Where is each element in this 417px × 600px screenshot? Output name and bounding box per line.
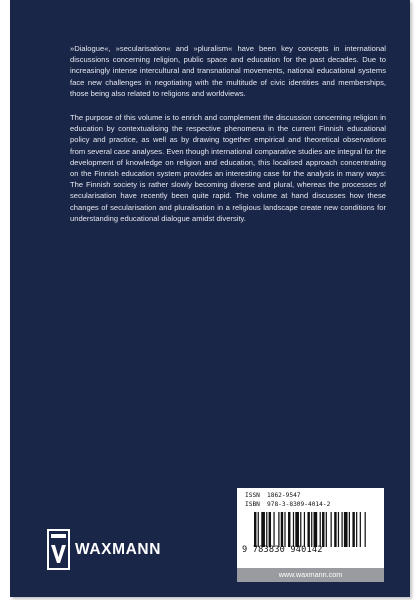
blurb-paragraph-1: »Dialogue«, »secularisation« and »pluralism« have been key concepts in international discussions concerning religion, public space and education for the past decades. Due to increasingly intense intercultural and transnational movements, national educational systems face new challenges in negotiating with the multitude of civic identities and memberships, those being also related to religions and worldviews. [70,44,386,98]
isbn-label: ISBN [245,501,260,508]
barcode-bar [320,512,321,547]
barcode-bar [284,512,285,547]
barcode-bar [360,512,361,547]
barcode-bar [273,512,274,547]
barcode-bar [304,512,305,547]
barcode-bar [311,512,312,547]
barcode-bar [269,512,271,547]
blurb-paragraph-2: The purpose of this volume is to enrich and complement the discussion concerning religion in education by contextualising the respective phenomena in the current Finnish educational policy and practice, as well as by drawing together empirical and theoretical observations from several case analyses. Even though international comparative studies are integral for the development of knowledge on religion and education, this localised approach concentrating on the Finnish education system provides an interesting case for the analysis in many ways: The Finnish society is rather slowly becoming diverse and plural, whereas the processes of secularisation have recently been quite rapid. The volume at hand discusses how these changes of secularisation and pluralisation in a religious landscape create new conditions for understanding educational dialogue amidst diversity. [70,113,386,223]
issn-line [245,492,301,499]
barcode-bar [293,512,294,547]
barcode-bar [322,512,324,547]
barcode-bar [349,512,350,547]
barcode-bar [258,512,259,547]
isbn-line [245,501,330,508]
back-cover [10,0,410,597]
barcode-bar [326,512,327,547]
barcode-bar [344,512,348,547]
barcode-bar [300,512,301,547]
barcode-bar [331,512,332,547]
isbn-block [237,488,384,568]
barcode-bar [288,512,290,547]
barcode-bar [295,512,299,547]
barcode-bar [341,512,342,547]
isbn-value: 978-3-8309-4014-2 [267,501,331,508]
barcode-digits: 9 783830 940142 [242,545,323,555]
barcode-bar [261,512,265,547]
barcode-bar [266,512,267,547]
barcode-bar [365,512,366,547]
barcode-bar [314,512,318,547]
barcode-bar [307,512,309,547]
barcode-bar [338,512,339,547]
publisher-logo [47,529,161,570]
issn-label: ISSN [245,492,260,499]
barcode-bar [334,512,336,547]
issn-value: 1862-9547 [267,492,301,499]
barcode [254,512,367,547]
barcode-bar [356,512,357,547]
barcode-bar [278,512,279,547]
barcode-bar [281,512,283,547]
blurb-text [70,43,386,237]
barcode-bar [254,512,256,547]
waxmann-logo-icon [47,529,70,570]
website-url[interactable]: www.waxmann.com [237,568,384,582]
barcode-bar [352,512,354,547]
publisher-name: WAXMANN [75,540,161,558]
